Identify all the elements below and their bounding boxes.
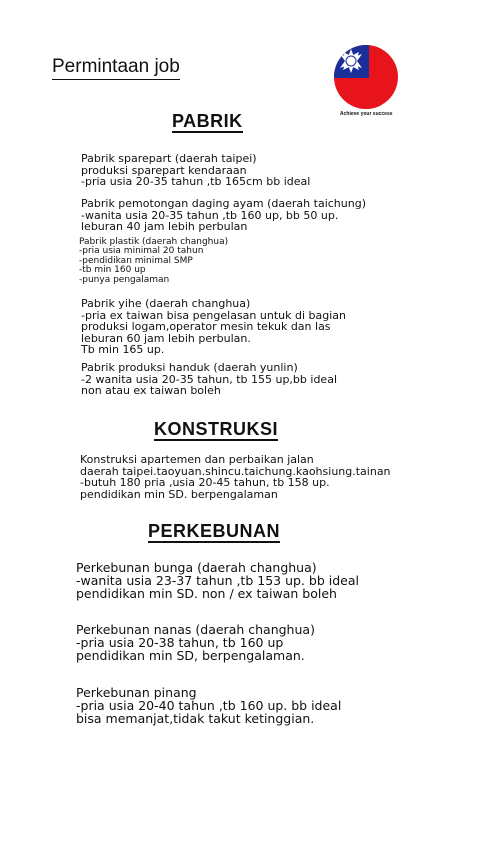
logo-tagline: Achieve your success	[340, 111, 393, 117]
job-item: Pabrik produksi handuk (daerah yunlin) -2 wanita usia 20-35 tahun, tb 155 up,bb ideal non atau ex taiwan boleh	[81, 361, 337, 398]
job-item: Perkebunan pinang -pria usia 20-40 tahun ,tb 160 up. bb ideal bisa memanjat,tidak takut ketinggian.	[76, 685, 342, 727]
job-item: Pabrik pemotongan daging ayam (daerah taichung) -wanita usia 20-35 tahun ,tb 160 up, bb 50 up. leburan 40 jam lebih perbulan	[81, 197, 366, 234]
section-heading-konstruksi: KONSTRUKSI	[154, 419, 279, 439]
job-item: Perkebunan nanas (daerah changhua) -pria usia 20-38 tahun, tb 160 up pendidikan min SD, berpengalaman.	[76, 622, 315, 664]
job-item: Pabrik yihe (daerah changhua) -pria ex taiwan bisa pengelasan untuk di bagian produksi logam,operator mesin tekuk dan las leburan 60 jam lebih perbulan. Tb min 165 up.	[81, 297, 346, 357]
job-item: Pabrik sparepart (daerah taipei) produksi sparepart kendaraan -pria usia 20-35 tahun ,tb 165cm bb ideal	[81, 152, 311, 189]
section-heading-pabrik: PABRIK	[172, 111, 243, 131]
section-heading-perkebunan: PERKEBUNAN	[148, 521, 281, 541]
job-item: Perkebunan bunga (daerah changhua) -wanita usia 23-37 tahun ,tb 153 up. bb ideal pendidikan min SD. non / ex taiwan boleh	[76, 560, 359, 602]
job-item: Konstruksi apartemen dan perbaikan jalan daerah taipei.taoyuan.shincu.taichung.kaohsiung.tainan -butuh 180 pria ,usia 20-45 tahun, tb 158 up. pendidikan min SD. berpengalaman	[80, 453, 391, 501]
taiwan-flag-logo-icon	[333, 44, 399, 110]
page-title: Permintaan job	[52, 56, 180, 80]
job-item: Pabrik plastik (daerah changhua) -pria usia minimal 20 tahun -pendidikan minimal SMP -tb min 160 up -punya pengalaman	[79, 237, 229, 285]
